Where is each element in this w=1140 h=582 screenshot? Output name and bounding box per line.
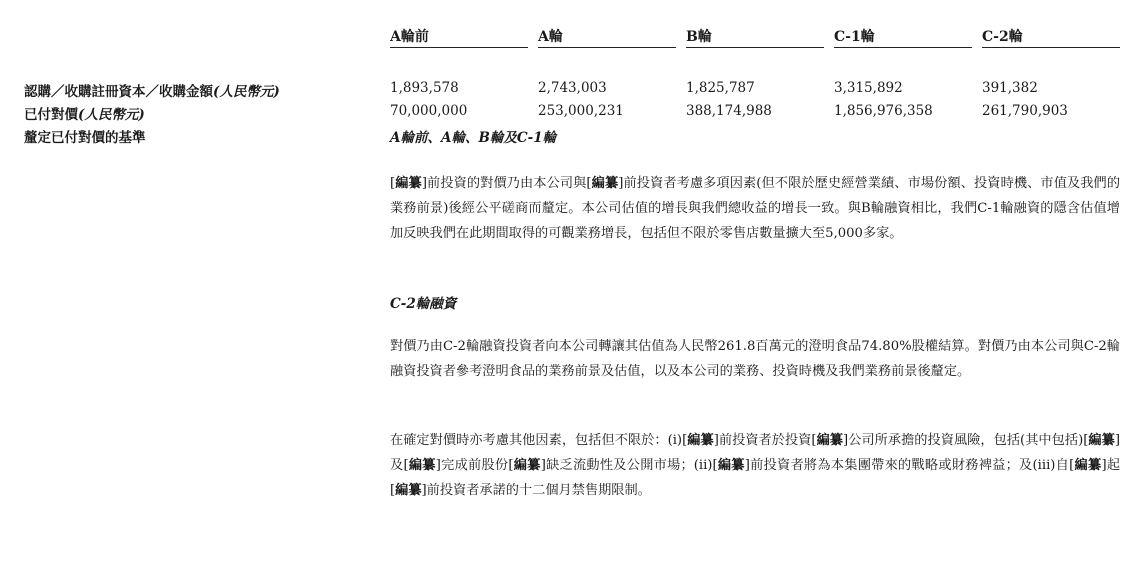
paragraph-text: ]前投資者考慮多項因素(但不限於歷史經營業績、市場份額、投資時機、市值及我們的業務前景)後經公平磋商而釐定。本公司估值的增長與我們總收益的增長一致。與B輪融資相比，我們C-1輪融資的隱含估值增加反映我們在此期間取得的可觀業務增長，包括但不限於零售店數量擴大至5,000多家。: [390, 176, 1121, 241]
section-heading-c2: C-2輪融資: [390, 296, 457, 312]
table-cell: 261,790,903: [982, 103, 1068, 119]
row-label-text: 認購／收購註冊資本／收購金額: [24, 84, 213, 100]
paragraph-text: [: [390, 176, 396, 191]
redacted-term: 編纂: [1074, 458, 1102, 473]
row-label-unit: (人民幣元): [213, 84, 280, 100]
row-label-basis: [24, 126, 146, 146]
row-label-unit: (人民幣元): [78, 107, 145, 123]
paragraph-text: ]前投資者於投資[: [713, 433, 817, 448]
table-cell: 391,382: [982, 80, 1038, 96]
column-header-c1: C-1輪: [834, 26, 972, 48]
redacted-term: 編纂: [687, 433, 714, 448]
redacted-term: 編纂: [816, 433, 844, 448]
paragraph-text: ]公司所承擔的投資風險，包括(其中包括)[: [843, 433, 1089, 448]
paragraph-text: ]前投資的對價乃由本公司與[: [421, 176, 592, 191]
table-cell: 70,000,000: [390, 103, 468, 119]
column-header-c2: C-2輪: [982, 26, 1120, 48]
paragraph-basis-c2: 對價乃由C-2輪融資投資者向本公司轉讓其估值為人民幣261.8百萬元的澄明食品74.80%股權結算。對價乃由本公司與C-2輪融資投資者參考澄明食品的業務前景及估值，以及本公司的業務、投資時機及我們業務前景後釐定。: [390, 339, 1120, 379]
row-label-consideration: [24, 103, 145, 123]
column-header-b: B輪: [686, 26, 824, 48]
paragraph-text: ]前投資者承諾的十二個月禁售期限制。: [421, 483, 651, 498]
paragraph-text: ]完成前股份[: [435, 458, 514, 473]
redacted-term: 編纂: [395, 483, 422, 498]
redacted-term: 編纂: [1088, 433, 1115, 448]
row-label-text: 已付對價: [24, 107, 78, 123]
paragraph-basis-pre-a-to-c1: [390, 171, 1120, 246]
table-cell: 2,743,003: [538, 80, 607, 96]
row-label-text: 釐定已付對價的基準: [24, 130, 146, 146]
redacted-term: 編纂: [591, 176, 619, 191]
redacted-term: 編纂: [717, 458, 745, 473]
redacted-term: 編纂: [513, 458, 541, 473]
row-label-subscription: [24, 80, 280, 100]
section-heading-pre-a-to-c1: A輪前、A輪、B輪及C-1輪: [390, 130, 557, 146]
paragraph-text: ]缺乏流動性及公開市場；(ii)[: [540, 458, 718, 473]
column-header-a: A輪: [538, 26, 676, 48]
paragraph-text: ]起[: [390, 458, 1121, 498]
paragraph-other-factors: [390, 428, 1120, 503]
table-cell: 1,825,787: [686, 80, 755, 96]
paragraph-text: ]前投資者將為本集團帶來的戰略或財務裨益；及(iii)自[: [744, 458, 1075, 473]
table-cell: 253,000,231: [538, 103, 624, 119]
paragraph-text: ]及[: [390, 433, 1120, 473]
table-cell: 1,893,578: [390, 80, 459, 96]
table-cell: 1,856,976,358: [834, 103, 933, 119]
table-cell: 3,315,892: [834, 80, 903, 96]
table-cell: 388,174,988: [686, 103, 772, 119]
column-header-pre-a: A輪前: [390, 26, 528, 48]
paragraph-text: 在確定對價時亦考慮其他因素，包括但不限於：(i)[: [390, 433, 688, 448]
redacted-term: 編纂: [408, 458, 436, 473]
redacted-term: 編纂: [395, 176, 422, 191]
